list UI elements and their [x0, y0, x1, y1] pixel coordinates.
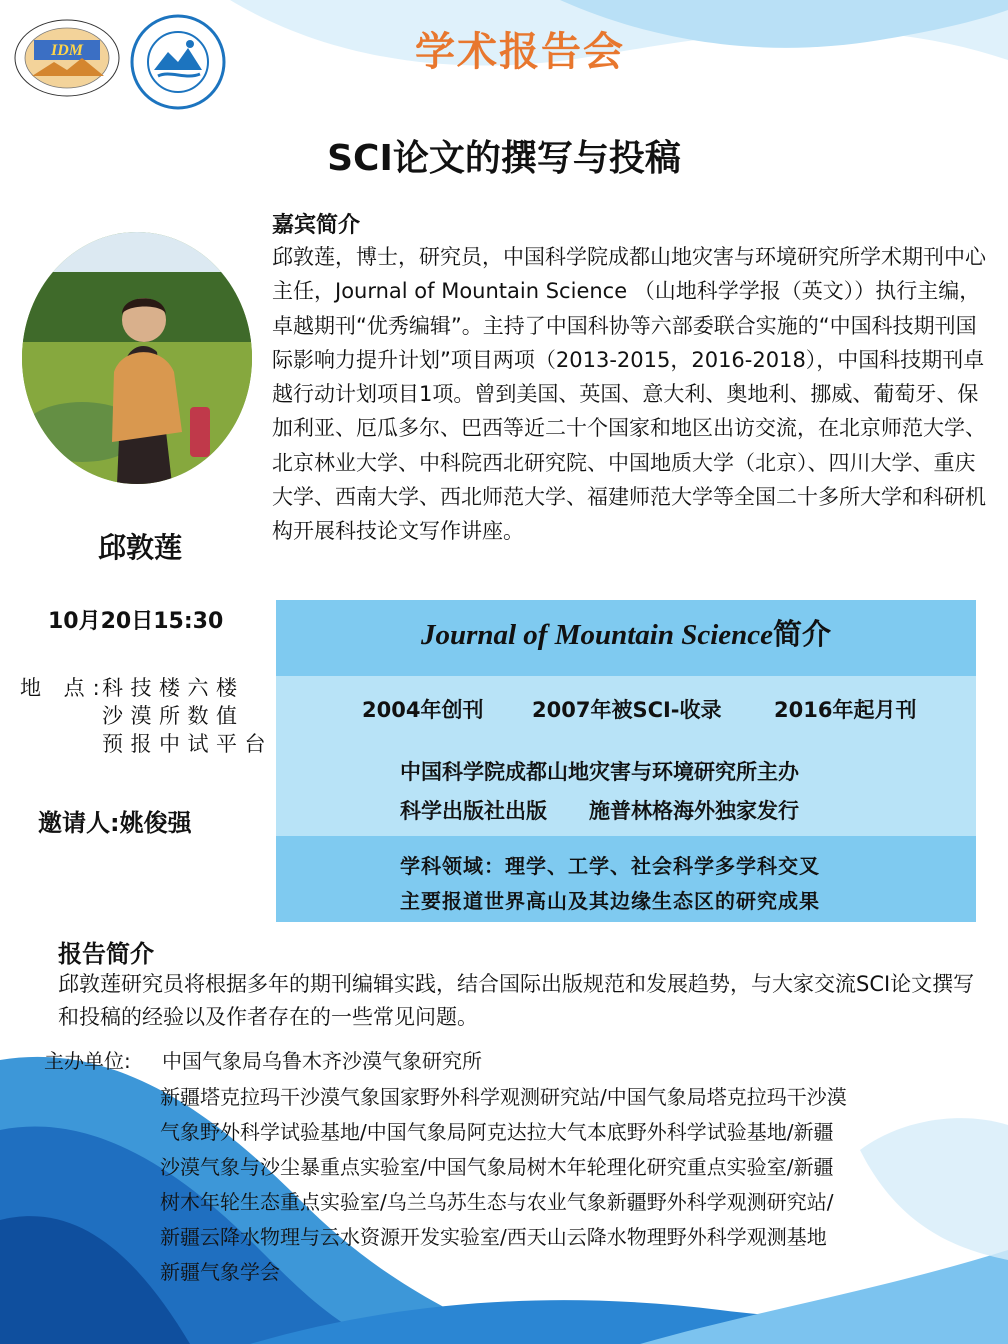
location-line: 科技楼六楼 — [102, 676, 245, 700]
journal-publisher-line: 科学出版社出版 施普林格海外独家发行 — [400, 799, 799, 823]
location-line: 沙漠所数值 — [102, 704, 245, 728]
host-line: 新疆气象学会 — [160, 1260, 280, 1284]
host-line: 沙漠气象与沙尘暴重点实验室/中国气象局树木年轮理化研究重点实验室/新疆 — [160, 1155, 834, 1179]
event-datetime: 10月20日15:30 — [48, 609, 224, 634]
guest-intro-text: 邱敦莲，博士，研究员，中国科学院成都山地灾害与环境研究所学术期刊中心主任，Journal of Mountain Science （山地科学学报（英文））执行主编，卓越期刊“优秀编辑”。主持了中国科协等六部委联合实施的“中国科技期刊国际影响力提升计划”项目两项（2013-2015，2016-2018），中国科技期刊卓越行动计划项目1项。曾到美国、英国、意大利、奥地利、挪威、葡萄牙、保加利亚、厄瓜多尔、巴西等近二十个国家和地区出访交流，在北京师范大学、北京林业大学、中科院西北研究院、中国地质大学（北京）、四川大学、重庆大学、西南大学、西北师范大学、福建师范大学等全国二十多所大学和科研机构开展科技论文写作讲座。 — [272, 245, 986, 544]
meteorological-society-logo — [130, 14, 226, 110]
speaker-photo — [22, 232, 252, 484]
event-title: SCI论文的撰写与投稿 — [327, 138, 681, 179]
journal-fact: 2007年被SCI-收录 — [532, 698, 722, 722]
host-list — [160, 1080, 960, 1290]
inviter: 邀请人:姚俊强 — [38, 809, 192, 837]
host-line: 新疆塔克拉玛干沙漠气象国家野外科学观测研究站/中国气象局塔克拉玛干沙漠 — [160, 1085, 847, 1109]
host-line: 树木年轮生态重点实验室/乌兰乌苏生态与农业气象新疆野外科学观测研究站/ — [160, 1190, 834, 1214]
host-line: 气象野外科学试验基地/中国气象局阿克达拉大气本底野外科学试验基地/新疆 — [160, 1120, 834, 1144]
journal-scope-line: 学科领域：理学、工学、社会科学多学科交叉 — [400, 854, 820, 878]
speaker-name: 邱敦莲 — [97, 531, 182, 564]
journal-title-en: Journal of Mountain Science — [420, 619, 774, 651]
journal-title — [276, 612, 976, 653]
idm-logo — [12, 18, 122, 98]
location-line: 预报中试平台 — [102, 732, 273, 756]
host-line: 新疆云降水物理与云水资源开发实验室/西天山云降水物理野外科学观测基地 — [160, 1225, 827, 1249]
journal-scope-line: 主要报道世界高山及其边缘生态区的研究成果 — [400, 889, 820, 913]
journal-fact: 2016年起月刊 — [774, 698, 917, 722]
journal-title-suffix: 简介 — [773, 617, 832, 651]
header-title: 学术报告会 — [415, 29, 625, 75]
host-label: 主办单位: — [44, 1049, 131, 1073]
idm-logo-text: IDM — [50, 42, 84, 59]
host-first: 中国气象局乌鲁木齐沙漠气象研究所 — [162, 1049, 482, 1073]
guest-intro-heading: 嘉宾简介 — [272, 213, 361, 238]
journal-publisher-line: 中国科学院成都山地灾害与环境研究所主办 — [400, 760, 799, 784]
location-label: 地 点: — [20, 676, 108, 700]
journal-fact: 2004年创刊 — [362, 698, 484, 722]
report-intro-text: 邱敦莲研究员将根据多年的期刊编辑实践，结合国际出版规范和发展趋势，与大家交流SCI论文撰写和投稿的经验以及作者存在的一些常见问题。 — [58, 972, 975, 1029]
report-intro-heading: 报告简介 — [58, 940, 154, 968]
